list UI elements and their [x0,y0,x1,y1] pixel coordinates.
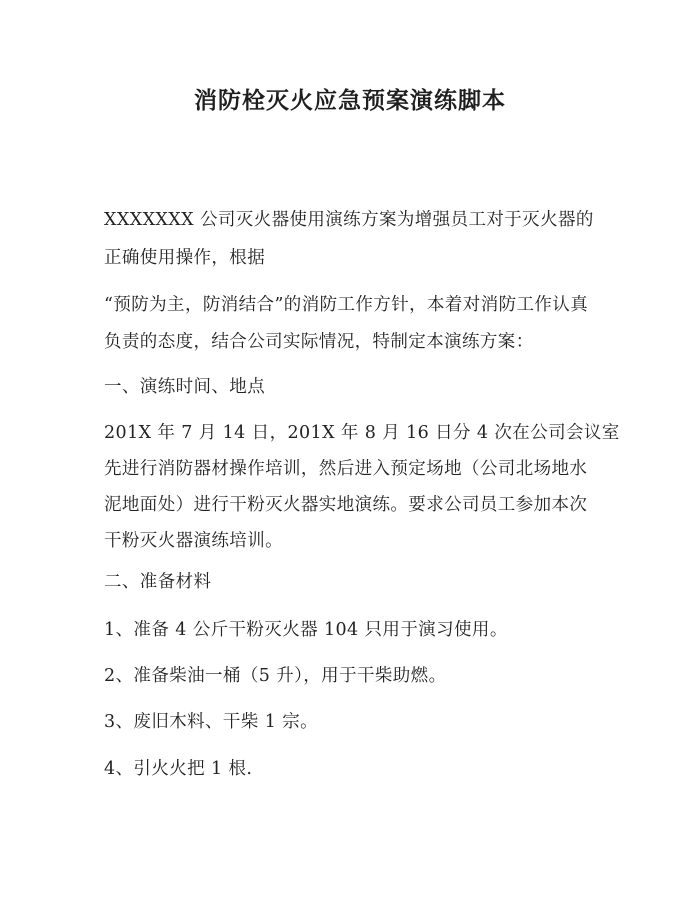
paragraph-4-line-3: 泥地面处）进行干粉灭火器实地演练。要求公司员工参加本次 [104,495,588,515]
paragraph-1-line-2: 正确使用操作，根据 [104,248,266,268]
section-heading-time-place: 一、演练时间、地点 [104,377,266,397]
list-item-4: 4、引火火把 1 根. [104,759,253,779]
paragraph-4-line-4: 干粉灭火器演练培训。 [104,531,283,551]
list-item-1: 1、准备 4 公斤干粉灭火器 104 只用于演习使用。 [104,620,508,640]
list-item-3: 3、废旧木料、干柴 1 宗。 [104,712,318,732]
paragraph-4-line-2: 先进行消防器材操作培训，然后进入预定场地（公司北场地水 [104,459,588,479]
paragraph-2-line-1: “预防为主，防消结合”的消防工作方针，本着对消防工作认真 [104,295,589,315]
section-heading-materials: 二、准备材料 [104,572,212,592]
document-title: 消防栓灭火应急预案演练脚本 [194,87,506,114]
paragraph-2-line-2: 负责的态度，结合公司实际情况，特制定本演练方案： [104,332,534,352]
paragraph-4-line-1: 201X 年 7 月 14 日，201X 年 8 月 16 日分 4 次在公司会议室 [104,423,620,443]
paragraph-1-line-1: XXXXXXX 公司灭火器使用演练方案为增强员工对于灭火器的 [104,210,594,230]
list-item-2: 2、准备柴油一桶（5 升），用于干柴助燃。 [104,666,447,686]
